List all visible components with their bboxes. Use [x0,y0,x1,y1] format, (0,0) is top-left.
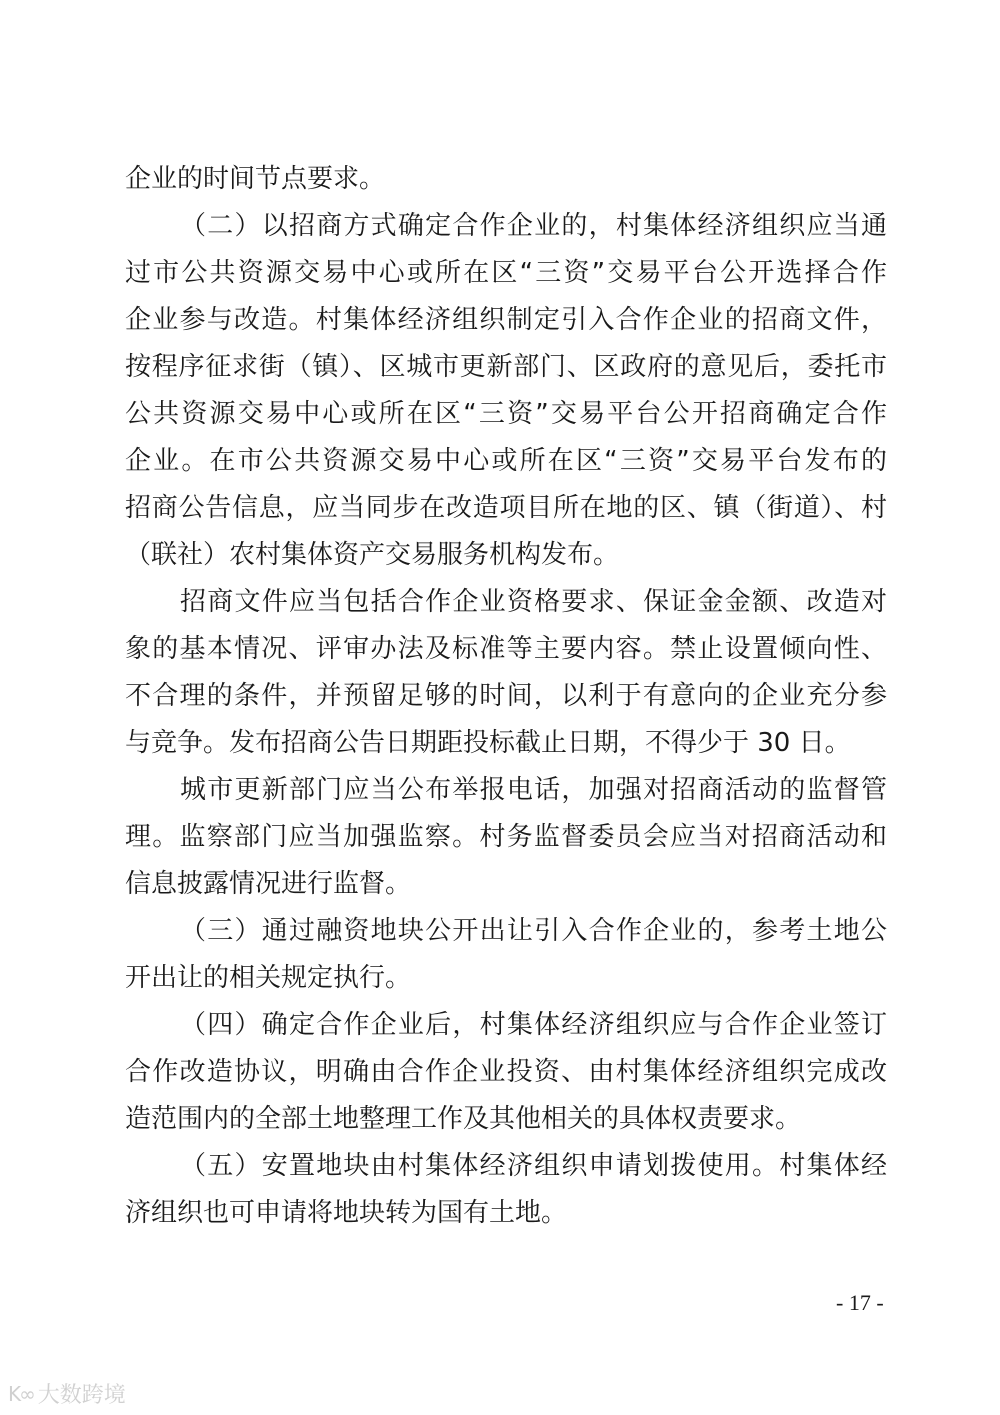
paragraph [125,908,887,1002]
text-line: 不合理的条件，并预留足够的时间，以利于有意向的企业充分参 [125,681,887,711]
text-line: 理。监察部门应当加强监察。村务监督委员会应当对招商活动和 [125,822,887,852]
text-line: 造范围内的全部土地整理工作及其他相关的具体权责要求。 [125,1104,802,1134]
text-line: 信息披露情况进行监督。 [125,869,412,899]
text-line: 按程序征求街（镇）、区城市更新部门、区政府的意见后，委托市 [125,352,887,382]
text-line: （五）安置地块由村集体经济组织申请划拨使用。村集体经 [180,1151,887,1181]
text-line: 象的基本情况、评审办法及标准等主要内容。禁止设置倾向性、 [125,634,887,664]
text-line: （四）确定合作企业后，村集体经济组织应与合作企业签订 [180,1010,887,1040]
text-line: （二）以招商方式确定合作企业的，村集体经济组织应当通 [180,211,887,241]
paragraph [125,1002,887,1143]
page-number: - 17 - [836,1290,884,1315]
text-line: 公共资源交易中心或所在区“三资”交易平台公开招商确定合作 [125,399,887,429]
text-line: 招商公告信息，应当同步在改造项目所在地的区、镇（街道）、村 [125,493,887,523]
paragraph [125,767,887,908]
text-line: 合作改造协议，明确由合作企业投资、由村集体经济组织完成改 [125,1057,887,1087]
text-line: 企业参与改造。村集体经济组织制定引入合作企业的招商文件， [125,305,887,335]
watermark-logo-icon: K∞ [8,1381,34,1406]
document-body [125,156,887,1237]
text-line: （三）通过融资地块公开出让引入合作企业的，参考土地公 [180,916,887,946]
paragraph [125,156,887,203]
text-line: 过市公共资源交易中心或所在区“三资”交易平台公开选择合作 [125,258,887,288]
paragraph [125,1143,887,1237]
paragraph [125,203,887,579]
text-line: （联社）农村集体资产交易服务机构发布。 [125,540,620,570]
watermark-text: 大数跨境 [37,1383,126,1408]
text-line: 招商文件应当包括合作企业资格要求、保证金金额、改造对 [180,587,887,617]
paragraph [125,579,887,767]
watermark [8,1378,126,1409]
text-line: 济组织也可申请将地块转为国有土地。 [125,1198,568,1228]
text-line: 与竞争。发布招商公告日期距投标截止日期，不得少于 30 日。 [125,728,851,758]
text-line: 城市更新部门应当公布举报电话，加强对招商活动的监督管 [180,775,887,805]
text-line: 企业。在市公共资源交易中心或所在区“三资”交易平台发布的 [125,446,887,476]
text-line: 企业的时间节点要求。 [125,164,386,194]
text-line: 开出让的相关规定执行。 [125,963,412,993]
